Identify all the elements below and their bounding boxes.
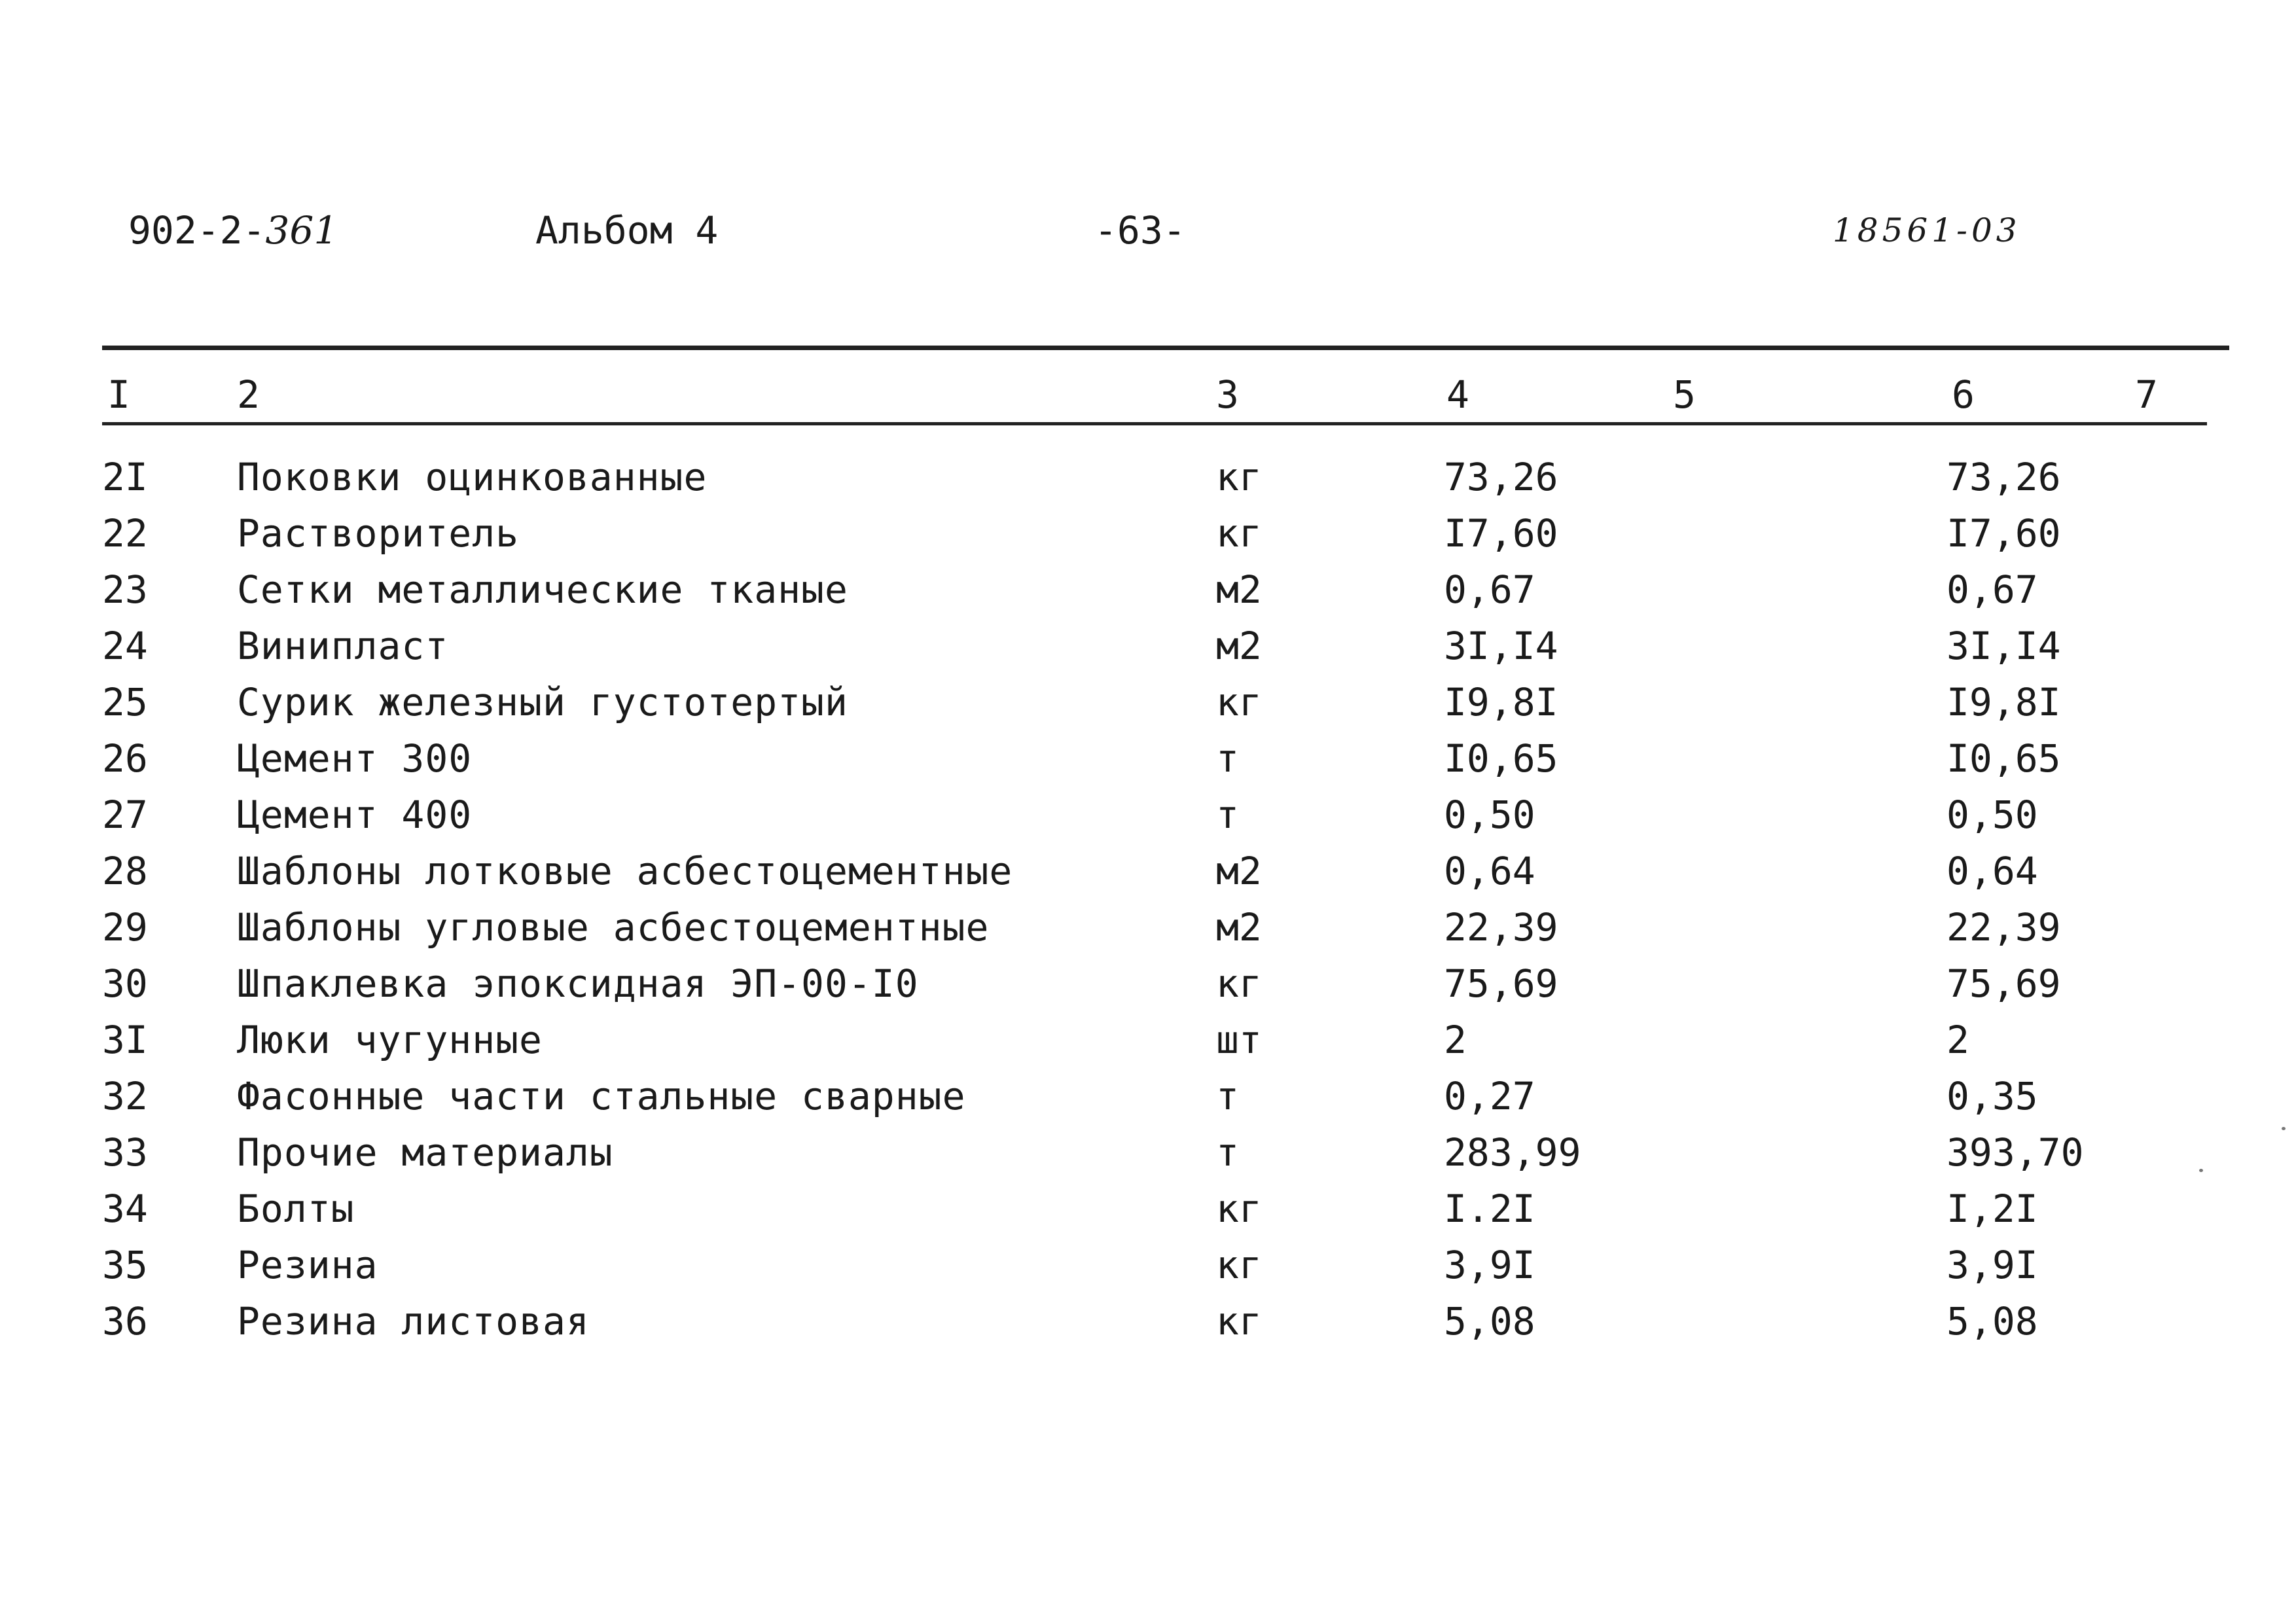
value-column-4: 75,69 [1444, 961, 1558, 1006]
row-number: 34 [102, 1186, 148, 1231]
unit: т [1216, 1130, 1239, 1175]
value-column-6: 75,69 [1946, 961, 2061, 1006]
table-row [0, 843, 2296, 899]
table-row [0, 449, 2296, 505]
material-name: Шпаклевка эпоксидная ЭП-00-I0 [237, 961, 919, 1006]
table-row [0, 730, 2296, 787]
row-number: 25 [102, 680, 148, 724]
table-top-rule [102, 346, 2229, 350]
unit: т [1216, 793, 1239, 837]
value-column-4: 73,26 [1444, 455, 1558, 499]
value-column-6: I7,60 [1946, 511, 2061, 556]
row-number: 28 [102, 849, 148, 893]
unit: кг [1216, 1299, 1262, 1344]
row-number: 32 [102, 1074, 148, 1118]
material-name: Винипласт [237, 624, 449, 668]
value-column-6: 3I,I4 [1946, 624, 2061, 668]
reference-number: 18561-03 [1833, 211, 2021, 249]
value-column-4: 3,9I [1444, 1243, 1535, 1287]
table-row [0, 899, 2296, 955]
value-column-6: I0,65 [1946, 736, 2061, 781]
row-number: 35 [102, 1243, 148, 1287]
unit: кг [1216, 1243, 1262, 1287]
material-name: Резина листовая [237, 1299, 590, 1344]
table-row [0, 562, 2296, 618]
row-number: 36 [102, 1299, 148, 1344]
value-column-6: 73,26 [1946, 455, 2061, 499]
value-column-4: I7,60 [1444, 511, 1558, 556]
material-name: Растворитель [237, 511, 520, 556]
material-name: Болты [237, 1186, 355, 1231]
album-label: Альбом 4 [535, 208, 719, 253]
row-number: 29 [102, 905, 148, 950]
value-column-6: 0,35 [1946, 1074, 2038, 1118]
unit: м2 [1216, 624, 1262, 668]
scan-speck [2199, 1169, 2203, 1172]
value-column-4: 3I,I4 [1444, 624, 1558, 668]
material-name: Резина [237, 1243, 378, 1287]
value-column-4: 0,50 [1444, 793, 1535, 837]
document-code [128, 204, 338, 257]
unit: м2 [1216, 905, 1262, 950]
row-number: 22 [102, 511, 148, 556]
material-name: Цемент 300 [237, 736, 473, 781]
table-row [0, 1293, 2296, 1349]
row-number: 2I [102, 455, 148, 499]
unit: кг [1216, 455, 1262, 499]
unit: кг [1216, 511, 1262, 556]
value-column-6: 0,67 [1946, 567, 2038, 612]
table-row [0, 618, 2296, 674]
value-column-6: 393,70 [1946, 1130, 2084, 1175]
unit: т [1216, 736, 1239, 781]
row-number: 3I [102, 1018, 148, 1062]
material-name: Сетки металлические тканые [237, 567, 848, 612]
value-column-6: I,2I [1946, 1186, 2038, 1231]
unit: м2 [1216, 849, 1262, 893]
document-code-prefix: 902-2- [128, 208, 266, 253]
value-column-6: 22,39 [1946, 905, 2061, 950]
material-name: Шаблоны угловые асбестоцементные [237, 905, 990, 950]
table-row [0, 955, 2296, 1012]
row-number: 27 [102, 793, 148, 837]
value-column-4: 0,27 [1444, 1074, 1535, 1118]
header-rule [102, 422, 2207, 425]
material-name: Фасонные части стальные сварные [237, 1074, 966, 1118]
value-column-6: 5,08 [1946, 1299, 2038, 1344]
value-column-4: I0,65 [1444, 736, 1558, 781]
table-row [0, 1068, 2296, 1124]
table-row [0, 505, 2296, 562]
unit: т [1216, 1074, 1239, 1118]
unit: кг [1216, 1186, 1262, 1231]
column-number-7: 7 [2135, 372, 2158, 417]
value-column-4: 0,64 [1444, 849, 1535, 893]
table-row [0, 674, 2296, 730]
row-number: 30 [102, 961, 148, 1006]
table-row [0, 1237, 2296, 1293]
material-name: Поковки оцинкованные [237, 455, 708, 499]
row-number: 24 [102, 624, 148, 668]
value-column-6: 2 [1946, 1018, 1969, 1062]
row-number: 23 [102, 567, 148, 612]
value-column-4: I.2I [1444, 1186, 1535, 1231]
table-row [0, 1124, 2296, 1181]
value-column-4: I9,8I [1444, 680, 1558, 724]
value-column-6: 0,50 [1946, 793, 2038, 837]
value-column-6: 3,9I [1946, 1243, 2038, 1287]
value-column-6: I9,8I [1946, 680, 2061, 724]
row-number: 33 [102, 1130, 148, 1175]
column-number-6: 6 [1952, 372, 1975, 417]
material-name: Цемент 400 [237, 793, 473, 837]
table-row [0, 1012, 2296, 1068]
unit: м2 [1216, 567, 1262, 612]
value-column-4: 283,99 [1444, 1130, 1581, 1175]
page-number: -63- [1094, 208, 1186, 253]
material-name: Люки чугунные [237, 1018, 543, 1062]
material-name: Шаблоны лотковые асбестоцементные [237, 849, 1013, 893]
value-column-6: 0,64 [1946, 849, 2038, 893]
value-column-4: 5,08 [1444, 1299, 1535, 1344]
value-column-4: 0,67 [1444, 567, 1535, 612]
column-number-3: 3 [1216, 372, 1239, 417]
column-number-2: 2 [237, 372, 260, 417]
value-column-4: 22,39 [1444, 905, 1558, 950]
column-number-4: 4 [1446, 372, 1469, 417]
row-number: 26 [102, 736, 148, 781]
column-number-5: 5 [1673, 372, 1696, 417]
unit: кг [1216, 961, 1262, 1006]
material-name: Прочие материалы [237, 1130, 613, 1175]
value-column-4: 2 [1444, 1018, 1467, 1062]
column-number-1: I [107, 372, 130, 417]
material-name: Сурик железный густотертый [237, 680, 848, 724]
unit: кг [1216, 680, 1262, 724]
unit: шт [1216, 1018, 1262, 1062]
table-row [0, 1181, 2296, 1237]
document-code-handwritten: 361 [265, 208, 338, 253]
scan-speck [2282, 1127, 2286, 1130]
table-row [0, 787, 2296, 843]
